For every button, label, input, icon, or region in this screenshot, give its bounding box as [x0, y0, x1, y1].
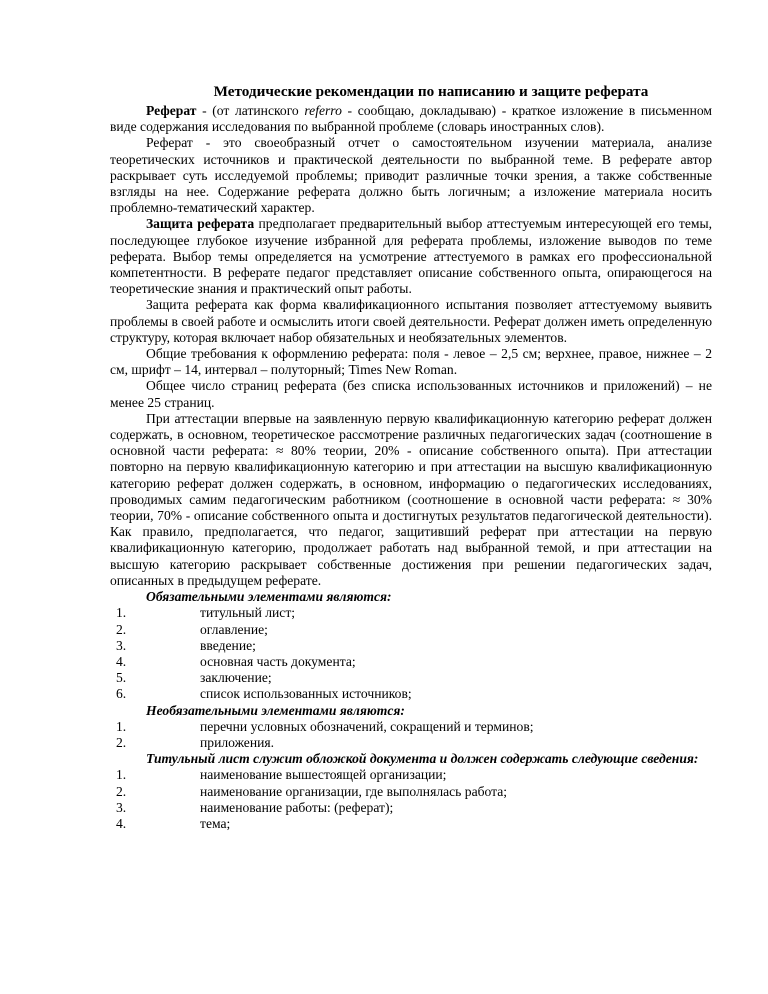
latin-term: referro — [304, 103, 342, 118]
required-elements-heading: Обязательными элементами являются: — [146, 589, 392, 605]
list-item: 4. тема; — [116, 815, 231, 831]
list-item: 4. основная часть документа; — [116, 653, 356, 669]
term-referat: Реферат — [146, 103, 197, 118]
list-item: 1. перечни условных обозначений, сокращений и терминов; — [116, 718, 534, 734]
optional-elements-list — [110, 719, 712, 751]
term-defense: Защита реферата — [146, 216, 255, 232]
paragraph-description: Реферат - это своеобразный отчет о самостоятельном изучении материала, анализе теоретических источников и практической деятельности по выбранной теме. В реферате автор раскрывает суть исследуемой проблемы; приводит различные точки зрения, а также собственные взгляды на нее. Содержание реферата должно быть логичным; а изложение материала носить проблемно-тематический характер. — [110, 135, 712, 216]
paragraph-attestation: При аттестации впервые на заявленную первую квалификационную категорию реферат должен содержать, в основном, теоретическое рассмотрение различных педагогических задач (соотношение в основной части реферата: ≈ 80% теории, 20% - описание собственного опыта). При аттестации повторно на первую квалификационную категорию и при аттестации на высшую квалификационную категорию реферат должен содержать, в основном, информацию о педагогических исследованиях, проводимых самим педагогическим работником (соотношение в основной части реферата: ≈ 30% теории, 70% - описание собственного опыта и достигнутых результатов педагогической деятельности). Как правило, предполагается, что педагог, защитивший реферат при аттестации на первую квалификационную категорию, продолжает работать над выбранной темой, и при аттестации на высшую категорию раскрывает собственные достижения при решении педагогических задач, описанных в предыдущем реферате. — [110, 410, 712, 588]
paragraph-defense-form: Защита реферата как форма квалификационного испытания позволяет аттестуемому выявить проблемы в своей работе и осмыслить итоги своей деятельности. Реферат должен иметь определенную структуру, которая включает набор обязательных и необязательных элементов. — [110, 297, 712, 345]
document-title: Методические рекомендации по написанию и защите реферата — [213, 83, 649, 100]
paragraph-formatting: Общие требования к оформлению реферата: поля - левое – 2,5 см; верхнее, правое, нижнее – 2 см, шрифт – 14, интервал – полуторный; Times New Roman. — [110, 346, 712, 378]
list-item: 6. список использованных источников; — [116, 686, 412, 702]
title-page-list — [110, 767, 712, 832]
list-item: 1. титульный лист; — [116, 605, 296, 621]
list-item: 1. наименование вышестоящей организации; — [116, 767, 447, 783]
list-item: 2. оглавление; — [116, 621, 268, 637]
title-page-heading: Титульный лист служит обложкой документа и должен содержать следующие сведения: — [146, 751, 699, 767]
paragraph-definition: Реферат - (от латинского referro - сообщаю, докладываю) - краткое изложение в письменном виде содержания исследования по выбранной проблеме (словарь иностранных слов). — [110, 103, 712, 135]
paragraph-defense: Защита реферата предполагает предварительный выбор аттестуемым интересующей его темы, последующее глубокое изучение избранной для реферата проблемы, изложение выводов по теме реферата. Выбор темы определяется на усмотрение аттестуемого в рамках его профессиональной компетентности. В реферате педагог представляет описание собственного опыта, опирающегося на теоретические знания и практический опыт работы. — [110, 216, 713, 297]
paragraph-page-count: Общее число страниц реферата (без списка использованных источников и приложений) – не менее 25 страниц. — [110, 378, 712, 410]
required-elements-list — [110, 605, 712, 702]
optional-elements-heading: Необязательными элементами являются: — [146, 702, 405, 718]
list-item: 2. приложения. — [116, 734, 275, 750]
list-item: 3. введение; — [116, 637, 256, 653]
list-item: 2. наименование организации, где выполнялась работа; — [116, 783, 508, 799]
list-item: 3. наименование работы: (реферат); — [116, 799, 394, 815]
list-item: 5. заключение; — [116, 670, 272, 686]
